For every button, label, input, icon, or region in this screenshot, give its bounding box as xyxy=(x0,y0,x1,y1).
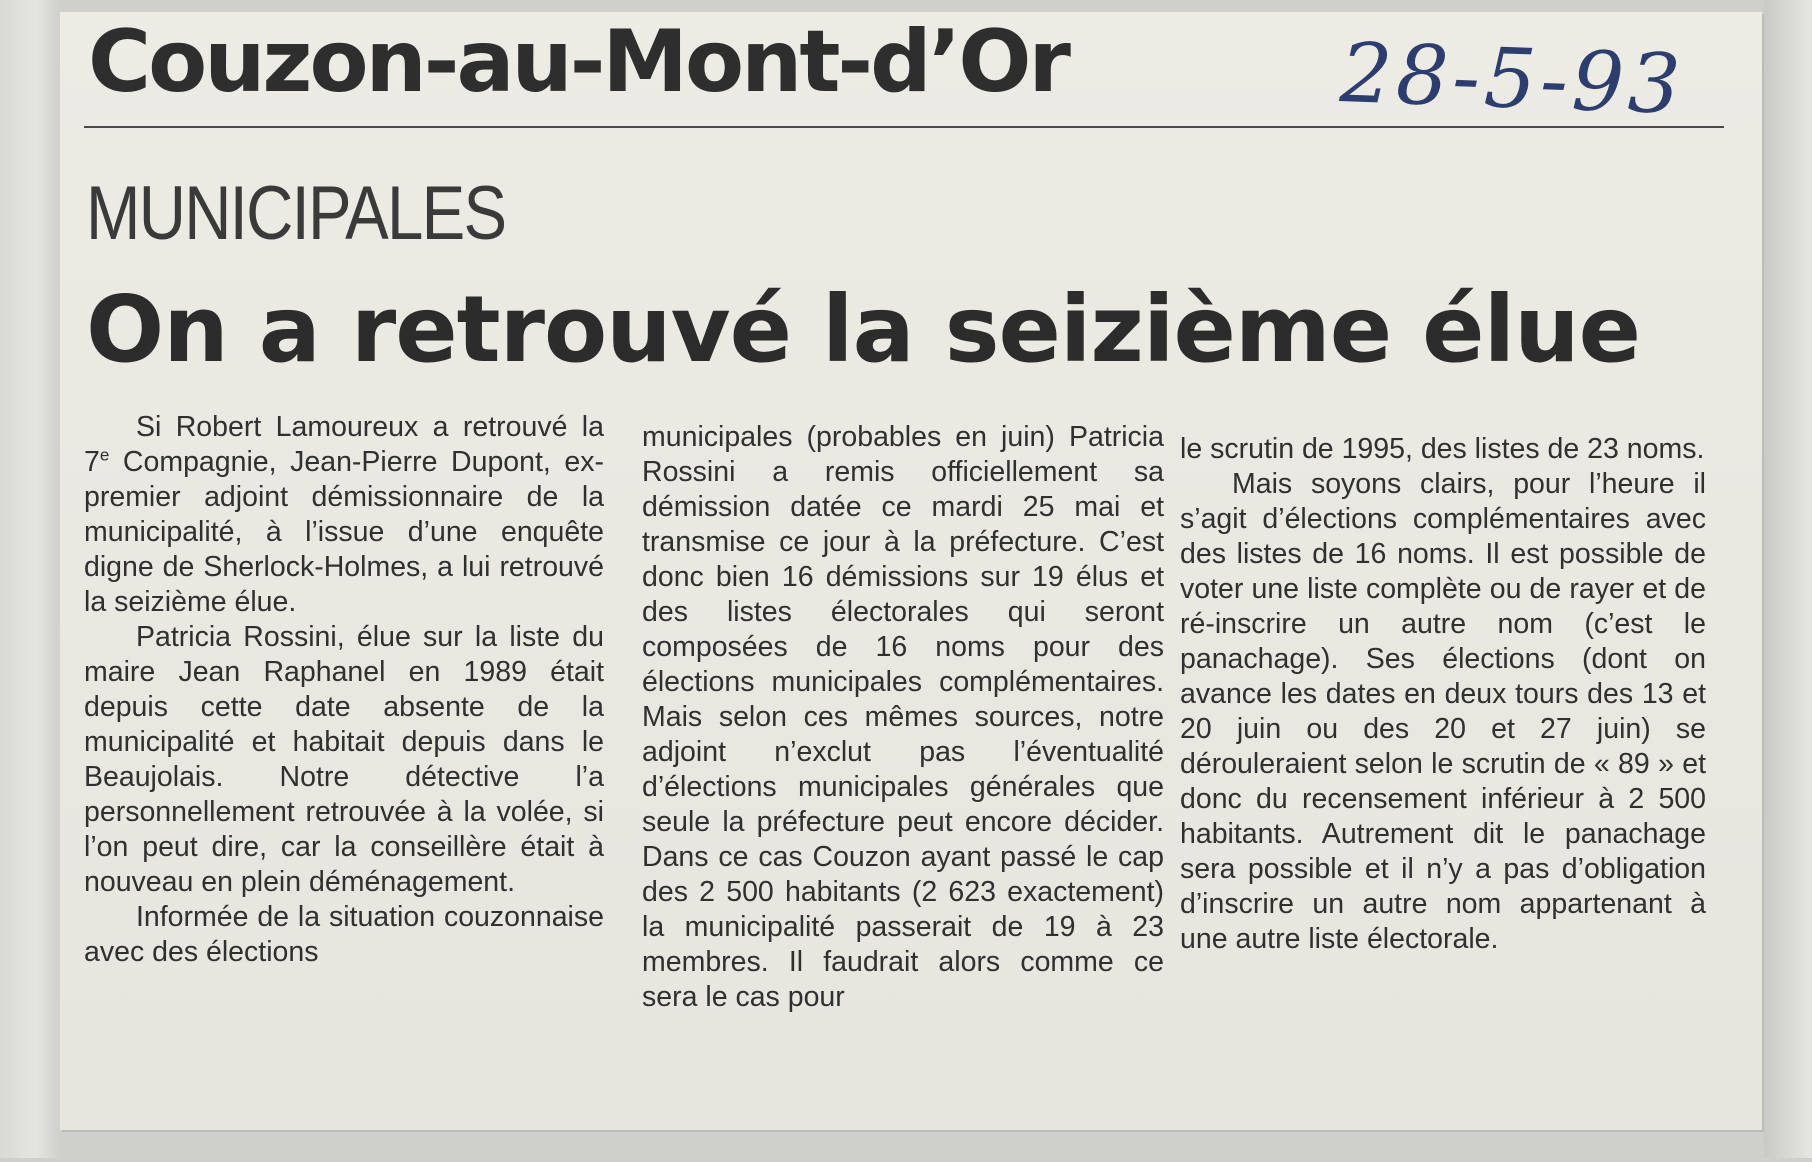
newspaper-clipping xyxy=(60,12,1762,1130)
article-headline: On a retrouvé la seizième élue xyxy=(86,276,1640,383)
article-paragraph: Mais soyons clairs, pour l’heure il s’agit d’élections complémentaires avec des listes de 16 noms. Il est possible de voter une liste complète ou de rayer et de ré-inscrire un autre nom (c’est le panachage). Ses élections (dont on avance les dates en deux tours des 13 et 20 juin ou des 20 et 27 juin) se dérouleraient selon le scrutin de « 89 » et donc du recensement inférieur à 2 500 habitants. Autrement dit le panachage sera possible et il n’y a pas d’obligation d’inscrire un autre nom appartenant à une autre liste électorale. xyxy=(1180,468,1706,955)
article-paragraph: Informée de la situation couzonnaise avec des élections xyxy=(84,901,604,968)
article-paragraph: municipales (probables en juin) Patricia Rossini a remis officiellement sa démission datée ce mardi 25 mai et transmise ce jour à la préfecture. C’est donc bien 16 démissions sur 19 élus et des listes électorales qui seront composées de 16 noms pour des élections municipales complémentaires. Mais selon ces mêmes sources, notre adjoint n’exclut pas l’éventualité d’élections municipales générales que seule la préfecture peut encore décider. Dans ce cas Couzon ayant passé le cap des 2 500 habitants (2 623 exactement) la municipalité passerait de 19 à 23 membres. Il faudrait alors comme ce sera le cas pour xyxy=(642,421,1164,1013)
locality-heading: Couzon-au-Mont-d’Or xyxy=(88,12,1068,112)
handwritten-date: 28-5-93 xyxy=(1338,26,1686,133)
article-column-2 xyxy=(642,420,1164,1150)
article-paragraph: le scrutin de 1995, des listes de 23 noms. xyxy=(1180,433,1705,465)
scan-background-right xyxy=(1764,0,1812,1158)
article-paragraph: Si Robert Lamoureux a retrouvé la 7e Compagnie, Jean-Pierre Dupont, ex-premier adjoint démissionnaire de la municipalité, à l’issue d’une enquête digne de Sherlock-Holmes, a lui retrouvé la seizième élue. xyxy=(84,411,604,618)
section-label: MUNICIPALES xyxy=(86,171,506,256)
article-paragraph: Patricia Rossini, élue sur la liste du maire Jean Raphanel en 1989 était depuis cette date absente de la municipalité et habitait depuis dans le Beaujolais. Notre détective l’a personnellement retrouvée à la volée, si l’on peut dire, car la conseillère était à nouveau en plein déménagement. xyxy=(84,621,604,898)
scan-background-left xyxy=(0,0,60,1158)
header-rule xyxy=(84,126,1724,128)
article-column-3 xyxy=(1180,432,1706,1162)
article-column-1 xyxy=(84,410,604,1140)
